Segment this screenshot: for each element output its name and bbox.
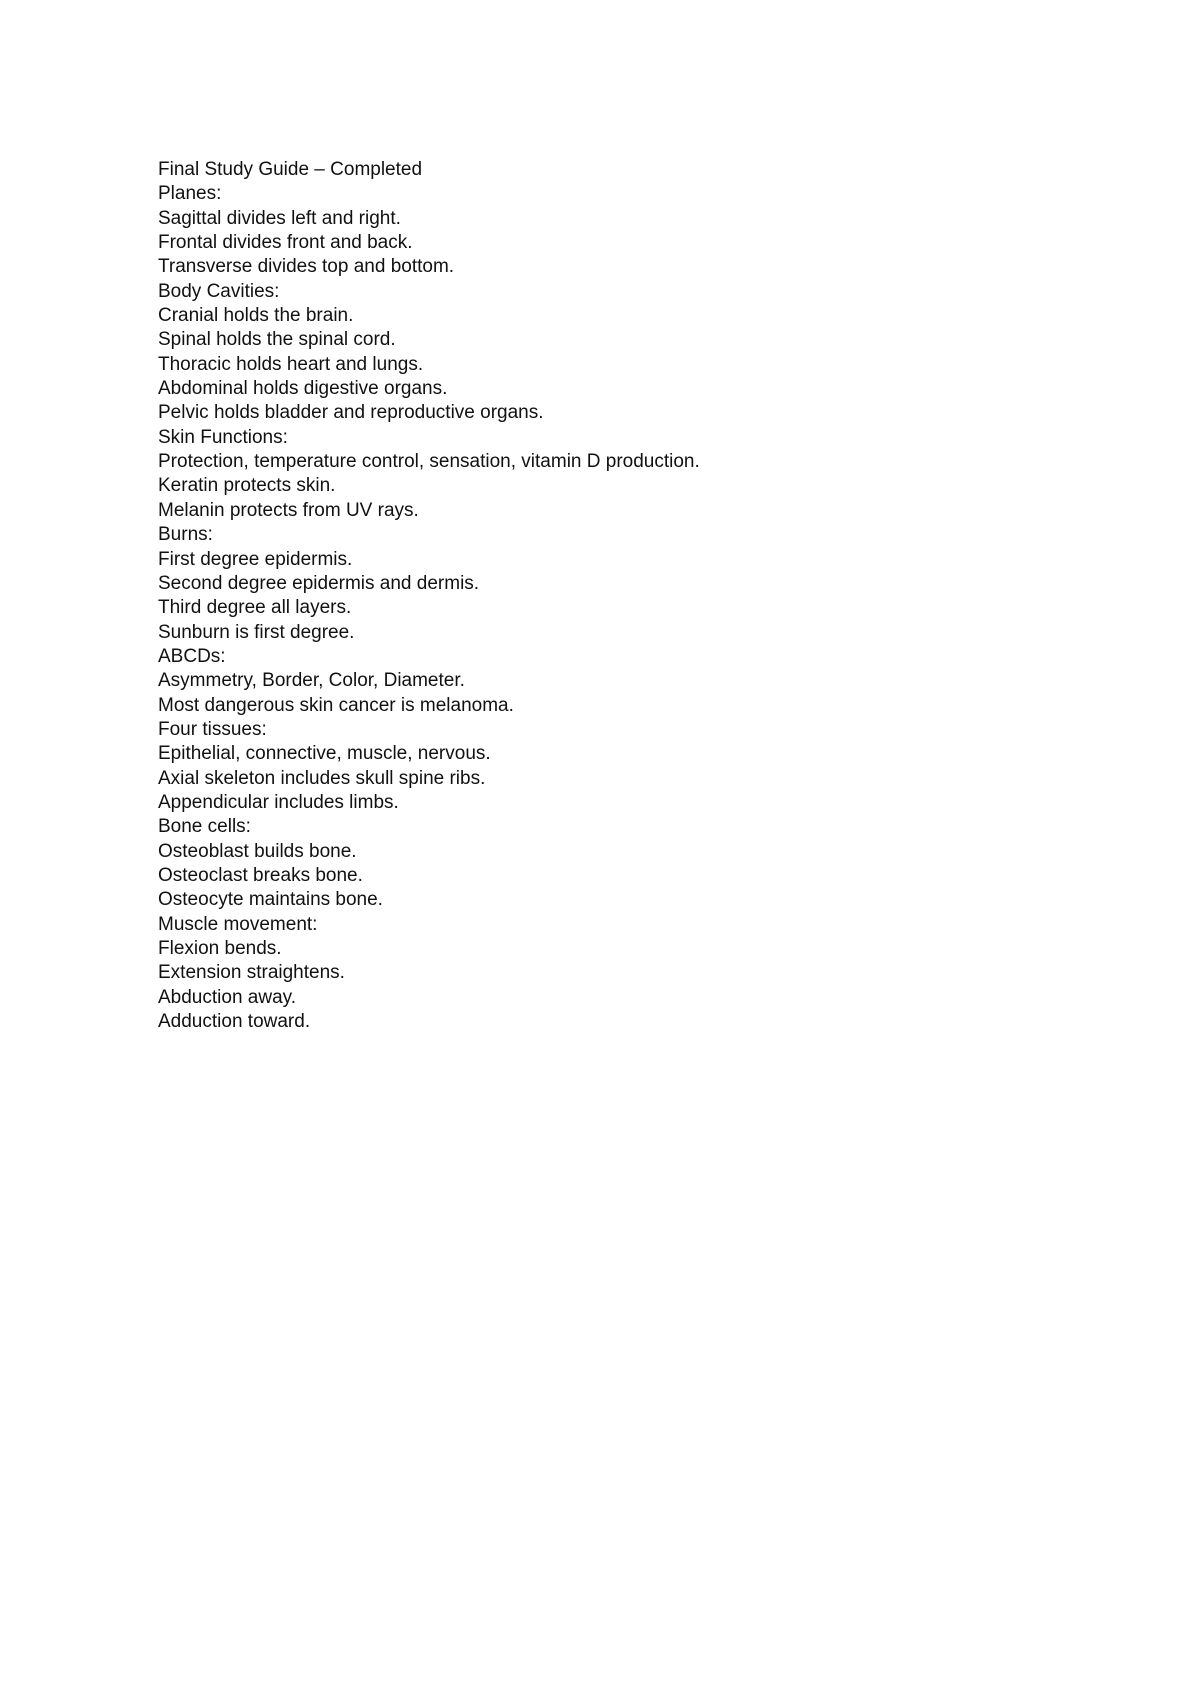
section-heading-abcds: ABCDs: (158, 645, 226, 667)
section-heading-burns: Burns: (158, 524, 213, 546)
text-line: Melanin protects from UV rays. (158, 499, 419, 521)
section-heading-four-tissues: Four tissues: (158, 718, 267, 740)
text-line: Pelvic holds bladder and reproductive organs. (158, 402, 544, 424)
text-line: Sunburn is first degree. (158, 621, 355, 643)
text-line: Second degree epidermis and dermis. (158, 572, 480, 594)
text-line: Third degree all layers. (158, 597, 352, 619)
text-line: Flexion bends. (158, 938, 282, 959)
text-line: Adduction toward. (158, 1011, 311, 1033)
text-line: Keratin protects skin. (158, 475, 336, 497)
document-title: Final Study Guide – Completed (158, 159, 423, 180)
text-line: Thoracic holds heart and lungs. (158, 353, 424, 375)
section-heading-muscle-movement: Muscle movement: (158, 913, 318, 935)
text-line: Appendicular includes limbs. (158, 791, 399, 813)
text-line: Protection, temperature control, sensation, vitamin D production. (158, 451, 700, 473)
text-line: Spinal holds the spinal cord. (158, 329, 396, 351)
text-line: Osteocyte maintains bone. (158, 889, 383, 911)
text-line: Abdominal holds digestive organs. (158, 378, 448, 400)
section-heading-bone-cells: Bone cells: (158, 816, 251, 838)
text-line: Extension straightens. (158, 962, 345, 984)
text-line: First degree epidermis. (158, 548, 353, 570)
text-line: Cranial holds the brain. (158, 305, 354, 327)
section-heading-planes: Planes: (158, 183, 222, 205)
document-body (158, 158, 1058, 1034)
text-line: Osteoblast builds bone. (158, 840, 357, 862)
text-line: Axial skeleton includes skull spine ribs. (158, 767, 486, 789)
section-heading-body-cavities: Body Cavities: (158, 280, 280, 302)
text-line: Sagittal divides left and right. (158, 207, 401, 229)
text-line: Abduction away. (158, 986, 297, 1008)
text-line: Epithelial, connective, muscle, nervous. (158, 743, 491, 765)
text-line: Asymmetry, Border, Color, Diameter. (158, 670, 465, 692)
text-line: Osteoclast breaks bone. (158, 864, 363, 886)
text-line: Most dangerous skin cancer is melanoma. (158, 694, 514, 716)
text-line: Transverse divides top and bottom. (158, 256, 455, 278)
text-line: Frontal divides front and back. (158, 232, 413, 254)
section-heading-skin-functions: Skin Functions: (158, 426, 288, 448)
